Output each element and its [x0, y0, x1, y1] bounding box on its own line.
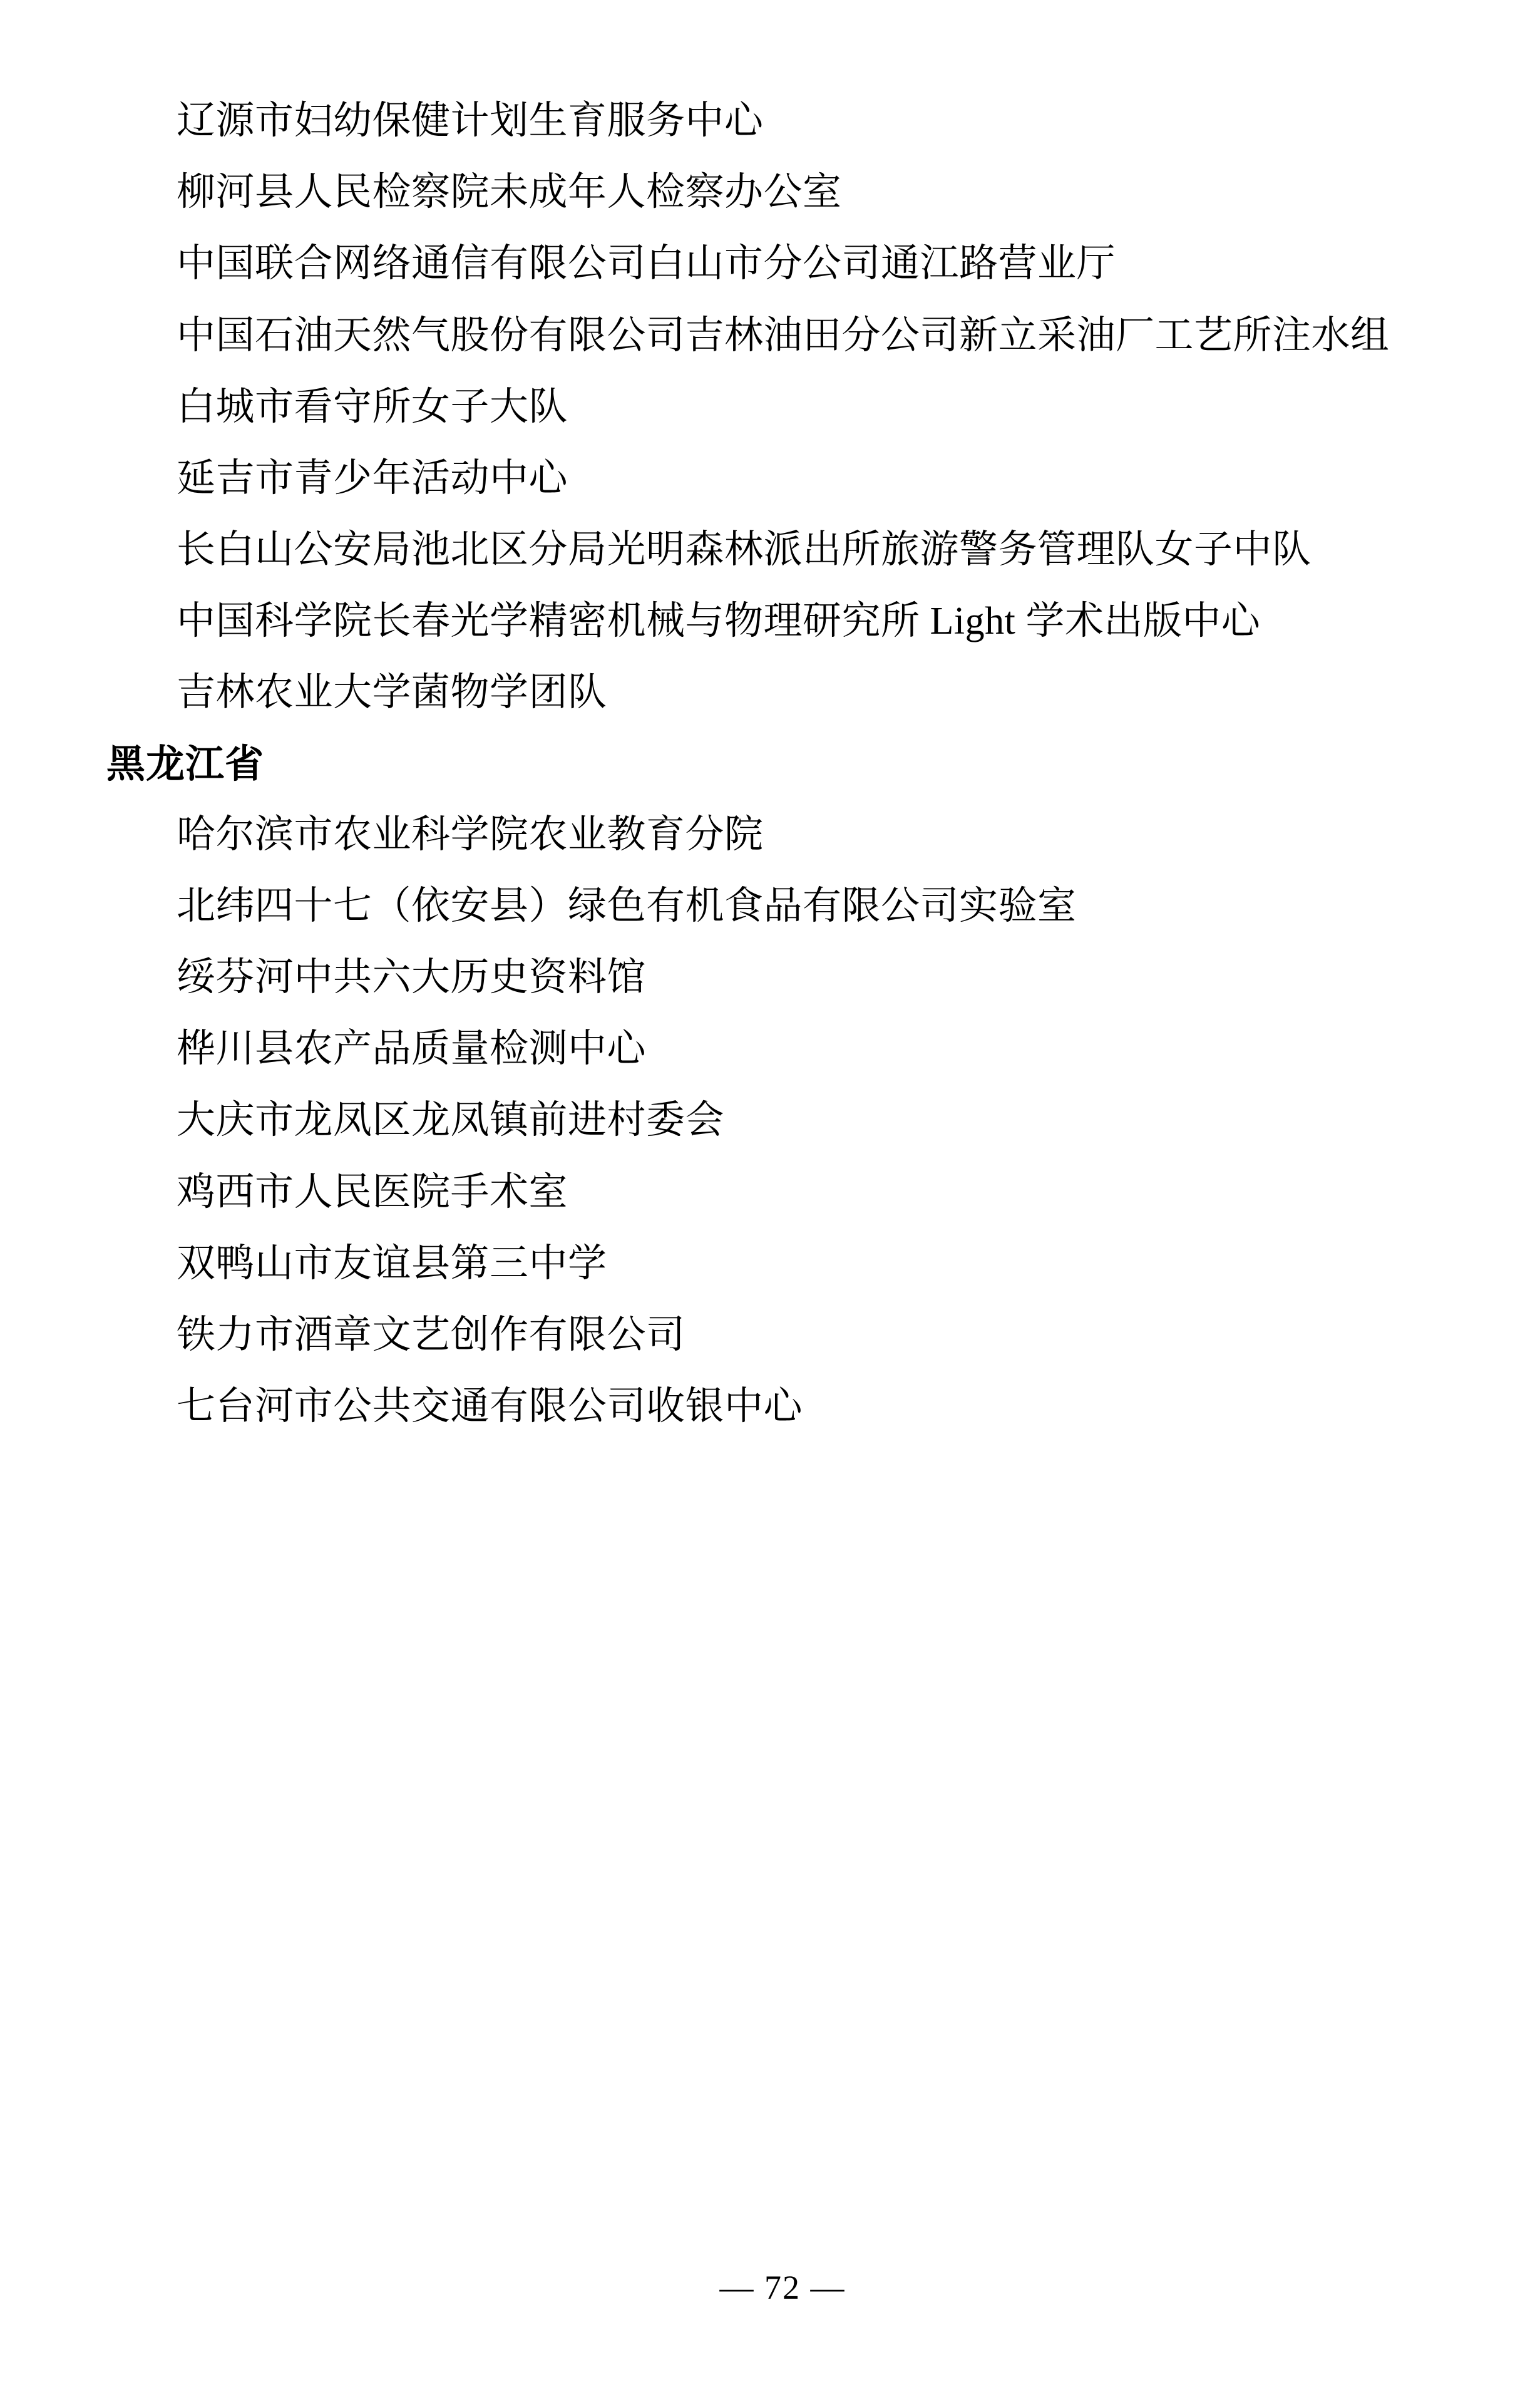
- list-item: 鸡西市人民医院手术室: [177, 1170, 568, 1214]
- list-item: 中国联合网络通信有限公司白山市分公司通江路营业厅: [177, 242, 1116, 286]
- list-item: 吉林农业大学菌物学团队: [177, 671, 607, 714]
- page-number: — 72 —: [719, 2269, 846, 2306]
- list-item: 七台河市公共交通有限公司收银中心: [177, 1385, 803, 1428]
- list-item: 中国科学院长春光学精密机械与物理研究所 Light 学术出版中心: [177, 600, 1261, 643]
- list-item: 双鸭山市友谊县第三中学: [177, 1242, 607, 1285]
- list-item: 铁力市酒章文艺创作有限公司: [177, 1313, 685, 1356]
- list-item: 柳河县人民检察院未成年人检察办公室: [177, 171, 842, 214]
- page-content: [106, 94, 1434, 1433]
- list-item: 哈尔滨市农业科学院农业教育分院: [177, 813, 764, 856]
- list-item: 大庆市龙凤区龙凤镇前进村委会: [177, 1099, 725, 1142]
- list-item: 桦川县农产品质量检测中心: [177, 1028, 647, 1071]
- section-heading-heilongjiang: 黑龙江省: [106, 742, 265, 786]
- list-item: 延吉市青少年活动中心: [177, 456, 568, 500]
- list-item: 辽源市妇幼保健计划生育服务中心: [177, 100, 764, 142]
- list-item: 长白山公安局池北区分局光明森林派出所旅游警务管理队女子中队: [177, 528, 1312, 572]
- list-item: 绥芬河中共六大历史资料馆: [177, 956, 647, 999]
- list-item: 中国石油天然气股份有限公司吉林油田分公司新立采油厂工艺所注水组: [177, 314, 1390, 357]
- list-item: 白城市看守所女子大队: [177, 385, 568, 428]
- list-item: 北纬四十七（依安县）绿色有机食品有限公司实验室: [177, 884, 1077, 927]
